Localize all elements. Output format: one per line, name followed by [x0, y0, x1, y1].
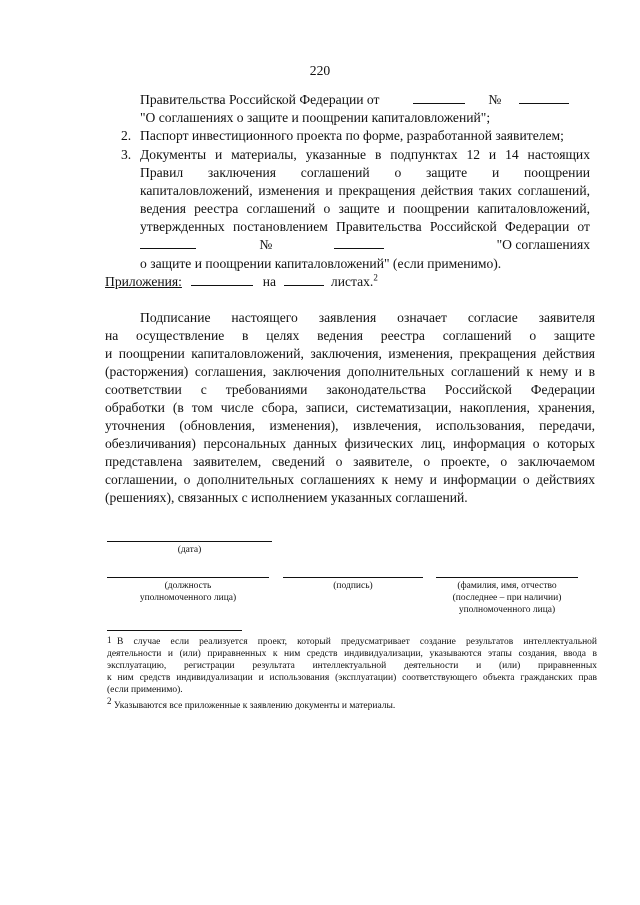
list-item-1-continuation-line2: "О соглашениях о защите и поощрении капиталовложений"; — [140, 110, 491, 125]
footnote-1-line: к ним средств индивидуализации и использования (эксплуатации) соответствующего объекта гражданских прав — [107, 673, 597, 683]
consent-line: соответствии с требованиями законодательства Российской Федерации — [105, 382, 595, 397]
consent-line: обработки (в том числе сбора, записи, систематизации, накопления, хранения, — [105, 400, 595, 415]
footnote-1-line: эксплуатацию, регистрации результата интеллектуальной деятельности и (или) приравненных — [107, 661, 597, 671]
position-label: уполномоченного лица) — [139, 593, 237, 603]
signature-line — [283, 577, 423, 578]
attachments-sheets: листах. — [330, 274, 374, 289]
consent-line: обезличивания) персональных данных физических лиц, информация о которых — [105, 436, 595, 451]
list-item-3-line: Документы и материалы, указанные в подпунктах 12 и 14 настоящих — [140, 147, 590, 162]
footnote-1 — [107, 636, 597, 696]
list-item-3-line6 — [140, 236, 590, 254]
consent-line: (расторжения) соглашения, заключения дополнительных соглашений к нему и в — [105, 364, 595, 379]
number-sign: № — [259, 237, 273, 252]
consent-line: и поощрении капиталовложений, заключения, изменения, прекращения действия — [105, 346, 595, 361]
footnote-1-line: деятельности и (или) приравненных к ним средств индивидуализации, указываются этапы создания, ввода в — [107, 649, 597, 659]
footnote-1-line: (если применимо). — [107, 685, 183, 695]
consent-line: на осуществление в целях ведения реестра соглашений о защите — [105, 328, 595, 343]
footnote-1-line: 1 В случае если реализуется проект, который предусматривает создание результатов интеллектуальной — [107, 635, 597, 647]
footnote-2-text: Указываются все приложенные к заявлению документы и материалы. — [113, 701, 396, 711]
consent-line: соглашении, о дополнительных соглашениях к нему и информации о действиях — [105, 472, 595, 487]
list-item-3-line: ведения реестра соглашений о защите и поощрении капиталовложений, — [140, 201, 590, 216]
consent-line: уточнения (обновления, изменения), извлечения, использования, передачи, — [105, 418, 595, 433]
consent-line: Подписание настоящего заявления означает согласие заявителя — [140, 310, 595, 325]
footnote-ref-2: 2 — [373, 272, 378, 283]
date-blank — [413, 91, 465, 104]
list-item-2-text: Паспорт инвестиционного проекта по форме, разработанной заявителем; — [140, 128, 564, 143]
name-label: (последнее – при наличии) — [452, 593, 562, 603]
list-item-3-number: 3. — [121, 147, 132, 162]
consent-line: (решениях), связанных с исполнением указанных соглашений. — [105, 490, 468, 505]
date-signature-line — [107, 541, 272, 542]
list-item-3-line7: о защите и поощрении капиталовложений" (если применимо). — [140, 256, 502, 271]
list-item-1-continuation-line1 — [140, 91, 590, 109]
position-signature-line — [107, 577, 269, 578]
footnote-1-text: В случае если реализуется проект, который предусматривает создание результатов интеллектуальной — [117, 637, 597, 647]
sheets-count-blank — [284, 273, 324, 286]
attachments-line — [105, 273, 378, 291]
number-blank — [519, 91, 569, 104]
list-item-1-text: Правительства Российской Федерации от — [140, 92, 380, 107]
list-item-2-number: 2. — [121, 128, 132, 143]
attachments-count-blank — [191, 273, 253, 286]
footnote-2-mark: 2 — [107, 695, 112, 706]
position-label: (должность — [164, 581, 212, 591]
name-signature-line — [436, 577, 578, 578]
list-item-3-line: утвержденных постановлением Правительства Российской Федерации от — [140, 219, 590, 234]
consent-line: представлена заявителем, сведений о заявителе, о проекте, о заключаемом — [105, 454, 595, 469]
signature-label: (подпись) — [333, 581, 373, 591]
list-item-3-line: капиталовложений, изменения и прекращения действия таких соглашений, — [140, 183, 590, 198]
list-item-3-tail: "О соглашениях — [496, 237, 590, 252]
page-number: 220 — [309, 63, 331, 78]
attachments-label: Приложения: — [105, 274, 182, 289]
attachments-on: на — [262, 274, 277, 289]
list-item-3-line: Правил заключения соглашений о защите и поощрении — [140, 165, 590, 180]
name-label: уполномоченного лица) — [458, 605, 556, 615]
date-blank — [140, 236, 196, 249]
name-label: (фамилия, имя, отчество — [457, 581, 557, 591]
date-label: (дата) — [177, 545, 202, 555]
number-blank — [334, 236, 384, 249]
number-sign: № — [488, 92, 502, 107]
footnote-separator — [107, 630, 242, 631]
footnote-2 — [107, 695, 597, 712]
